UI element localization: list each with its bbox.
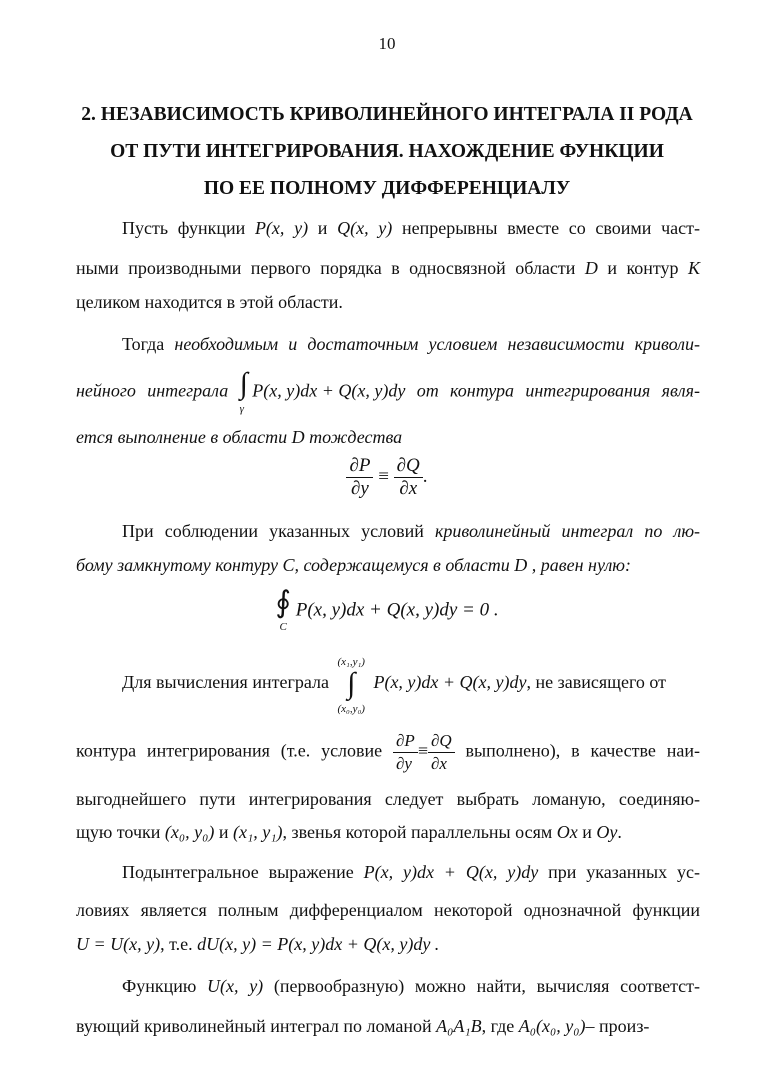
paragraph-1-line-1: Пусть функции P(x, y) и Q(x, y) непрерывны вместе со своими част- [122, 218, 701, 238]
paragraph-4-line-3: выгоднейшего пути интегрирования следует выбрать ломаную, соединяю- [76, 789, 700, 809]
closed-contour-integral: ∮ C P(x, y)dx + Q(x, y)dy = 0 . [275, 586, 499, 633]
paragraph-2-line-3: ется выполнение в области D тождества [76, 427, 403, 447]
paragraph-1-line-2: ными производными первого порядка в односвязной области D и контур K [76, 258, 701, 278]
paragraph-2-line-1: Тогда необходимым и достаточным условием независимости криволи- [122, 334, 701, 354]
section-title [60, 96, 714, 207]
paragraph-4-line-1: Для вычисления интеграла (x₁,y₁) ∫ (x₀,y₀) P(x, y)dx + Q(x, y)dy, не зависящего от [76, 652, 700, 716]
paragraph-5-line-1: Подынтегральное выражение P(x, y)dx + Q(x, y)dy при указанных ус- [122, 862, 701, 882]
page-number: 10 [378, 34, 396, 53]
line-integral-gamma: ∫ γ P(x, y)dx + Q(x, y)dy [239, 367, 406, 415]
fraction-dq-dx: $\frac{\partial Q}{\partial x}$ [394, 455, 423, 500]
paragraph-3-line-1: При соблюдении указанных условий криволинейный интеграл по лю- [122, 521, 700, 541]
fraction-dp-dy: $\frac{\partial P}{\partial y}$ [346, 455, 373, 500]
identity-formula: $\frac{\partial P}{\partial y}$ ≡ $\frac{\partial Q}{\partial x}$ . [0, 455, 774, 500]
paragraph-6-line-1: Функцию U(x, y) (первообразную) можно найти, вычисляя соответст- [122, 976, 701, 996]
paragraph-2-line-2: нейного интеграла ∫ γ P(x, y)dx + Q(x, y)dy от контура интегрирования явля- [76, 367, 700, 415]
paragraph-4-line-2: контура интегрирования (т.е. условие $\frac{\partial P}{\partial y}$ ≡ $\frac{\partial Q}{\partial x}$ выполнено), в качестве наи- [76, 731, 701, 773]
integral-sign-icon: ∫ [239, 367, 248, 400]
paragraph-6-line-2: вующий криволинейный интеграл по ломаной A₀A₁B, где A₀(x₀, y₀)– произ- [76, 1016, 650, 1036]
paragraph-5-line-2: ловиях является полным дифференциалом некоторой однозначной функции [76, 900, 700, 920]
contour-integral-icon: ∮ [275, 586, 291, 619]
title-line-2: ОТ ПУТИ ИНТЕГРИРОВАНИЯ. НАХОЖДЕНИЕ ФУНКЦИИ [110, 141, 664, 162]
integral-sign-icon: ∫ [347, 667, 356, 700]
paragraph-1-line-3: целиком находится в этой области. [76, 292, 343, 312]
title-line-1: 2. НЕЗАВИСИМОСТЬ КРИВОЛИНЕЙНОГО ИНТЕГРАЛА II РОДА [81, 104, 693, 125]
paragraph-5-line-3: U = U(x, y), т.е. dU(x, y) = P(x, y)dx + Q(x, y)dy . [76, 934, 440, 954]
paragraph-4-line-4: щую точки (x₀, y₀) и (x₁, y₁), звенья которой параллельны осям Ox и Oy. [76, 822, 622, 842]
definite-integral: (x₁,y₁) ∫ (x₀,y₀) [337, 656, 365, 715]
title-line-3: ПО ЕЕ ПОЛНОМУ ДИФФЕРЕНЦИАЛУ [203, 178, 571, 199]
fraction-condition: $\frac{\partial P}{\partial y}$ [393, 730, 418, 775]
paragraph-3-line-2: бому замкнутому контуру C, содержащемуся в области D , равен нулю: [76, 555, 631, 575]
